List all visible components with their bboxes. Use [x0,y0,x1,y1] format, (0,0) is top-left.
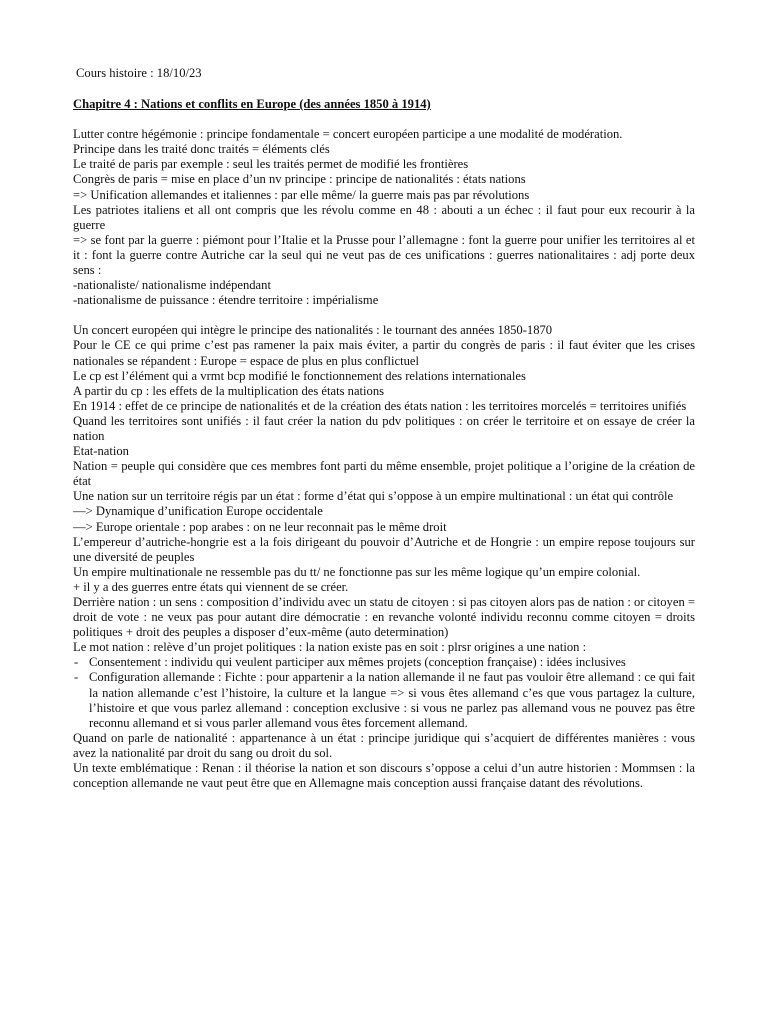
paragraph: —> Europe orientale : pop arabes : on ne leur reconnait pas le même droit [73,519,447,534]
document-page [73,66,695,791]
paragraph: -nationaliste/ nationalisme indépendant [73,278,271,293]
paragraph: Un texte emblématique : Renan : il théorise la nation et son discours s’oppose a celui d’un autre historien : Mommsen : la conception allemande ne vaut peut être que en Allemagne mais conception aussi française datant des révolutions. [73,761,695,791]
bullet-marker: - [74,670,79,685]
paragraph: Une nation sur un territoire régis par un état : forme d’état qui s’oppose à un empire multinational : un état qui contrôle [73,489,674,504]
list-item-text: Consentement : individu qui veulent participer aux mêmes projets (conception française) : idées inclusives [89,655,626,670]
list-item-text: Configuration allemande : Fichte : pour appartenir a la nation allemande il ne faut pas vouloir être allemand : ce qui fait la nation allemande c’est l’histoire, la culture et la langue => si vous êtes allemand c’es que vous partagez la culture, l’histoire et que vous parlez allemand : conception exclusive : si vous ne parlez pas allemand vous ne pouvez pas être reconnu allemand et si vous parler allemand vous êtes forcement allemand. [89,670,695,730]
paragraph: Un concert européen qui intègre le principe des nationalités : le tournant des années 1850-1870 [73,323,553,338]
paragraph: Principe dans les traité donc traités = éléments clés [73,142,330,157]
paragraph: A partir du cp : les effets de la multiplication des états nations [73,383,385,398]
paragraph: Le traité de paris par exemple : seul les traités permet de modifié les frontières [73,157,469,172]
paragraph: Le mot nation : relève d’un projet politiques : la nation existe pas en soit : plrsr origines a une nation : [73,640,587,655]
bullet-marker: - [74,655,79,670]
paragraph: Les patriotes italiens et all ont compris que les révolu comme en 48 : abouti a un échec : il faut pour eux recourir à la guerre [73,202,695,232]
chapter-title: Chapitre 4 : Nations et conflits en Europe (des années 1850 à 1914) [73,97,431,112]
paragraph: Etat-nation [73,444,129,459]
paragraph: En 1914 : effet de ce principe de nationalités et de la création des états nation : les territoires morcelés = territoires unifiés [73,398,687,413]
section-3 [73,731,695,791]
paragraph: Quand les territoires sont unifiés : il faut créer la nation du pdv politiques : on créer le territoire et on essaye de créer la nation [73,413,695,443]
paragraph: Lutter contre hégémonie : principe fondamentale = concert européen participe a une modalité de modération. [73,127,623,142]
paragraph: Quand on parle de nationalité : appartenance à un état : principe juridique qui s’acquiert de différentes manières : vous avez la nationalité par droit du sang ou droit du sol. [73,730,695,760]
paragraph: Un empire multinationale ne ressemble pas du tt/ ne fonctionne pas sur les même logique qu’un empire colonial. [73,564,641,579]
paragraph: Nation = peuple qui considère que ces membres font parti du même ensemble, projet politique a l’origine de la création de état [73,459,695,489]
paragraph: —> Dynamique d’unification Europe occidentale [73,504,323,519]
list-item [73,655,695,670]
bullet-list [73,655,695,730]
paragraph: Le cp est l’élément qui a vrmt bcp modifié le fonctionnement des relations internationales [73,368,526,383]
section-2 [73,323,695,655]
paragraph: L’empereur d’autriche-hongrie est a la fois dirigeant du pouvoir d’Autriche et de Hongrie : un empire repose toujours sur une diversité de peuples [73,534,695,564]
date-line: Cours histoire : 18/10/23 [76,66,202,80]
paragraph: => Unification allemandes et italiennes : par elle même/ la guerre mais pas par révolutions [73,187,530,202]
paragraph: -nationalisme de puissance : étendre territoire : impérialisme [73,293,379,308]
section-1 [73,127,695,308]
section-gap [73,308,695,323]
list-item [73,670,695,730]
paragraph: => se font par la guerre : piémont pour l’Italie et la Prusse pour l’allemagne : font la guerre pour unifier les territoires al et it : font la guerre contre Autriche car la seul qui ne veut pas de ces unifications : guerres nationalitaires : adj porte deux sens : [73,232,695,278]
paragraph: Pour le CE ce qui prime c’est pas ramener la paix mais éviter, a partir du congrès de paris : il faut éviter que les crises nationales se répandent : Europe = espace de plus en plus conflictuel [73,338,695,368]
paragraph: + il y a des guerres entre états qui viennent de se créer. [73,579,349,594]
paragraph: Derrière nation : un sens : composition d’individu avec un statu de citoyen : si pas citoyen alors pas de nation : or citoyen = droit de vote : ne veux pas pour autant dire démocratie : en revanche volonté individu reconnu comme citoyen = droits politiques + droit des peuples a disposer d’eux-même (auto determination) [73,595,695,640]
paragraph: Congrès de paris = mise en place d’un nv principe : principe de nationalités : états nations [73,172,526,187]
